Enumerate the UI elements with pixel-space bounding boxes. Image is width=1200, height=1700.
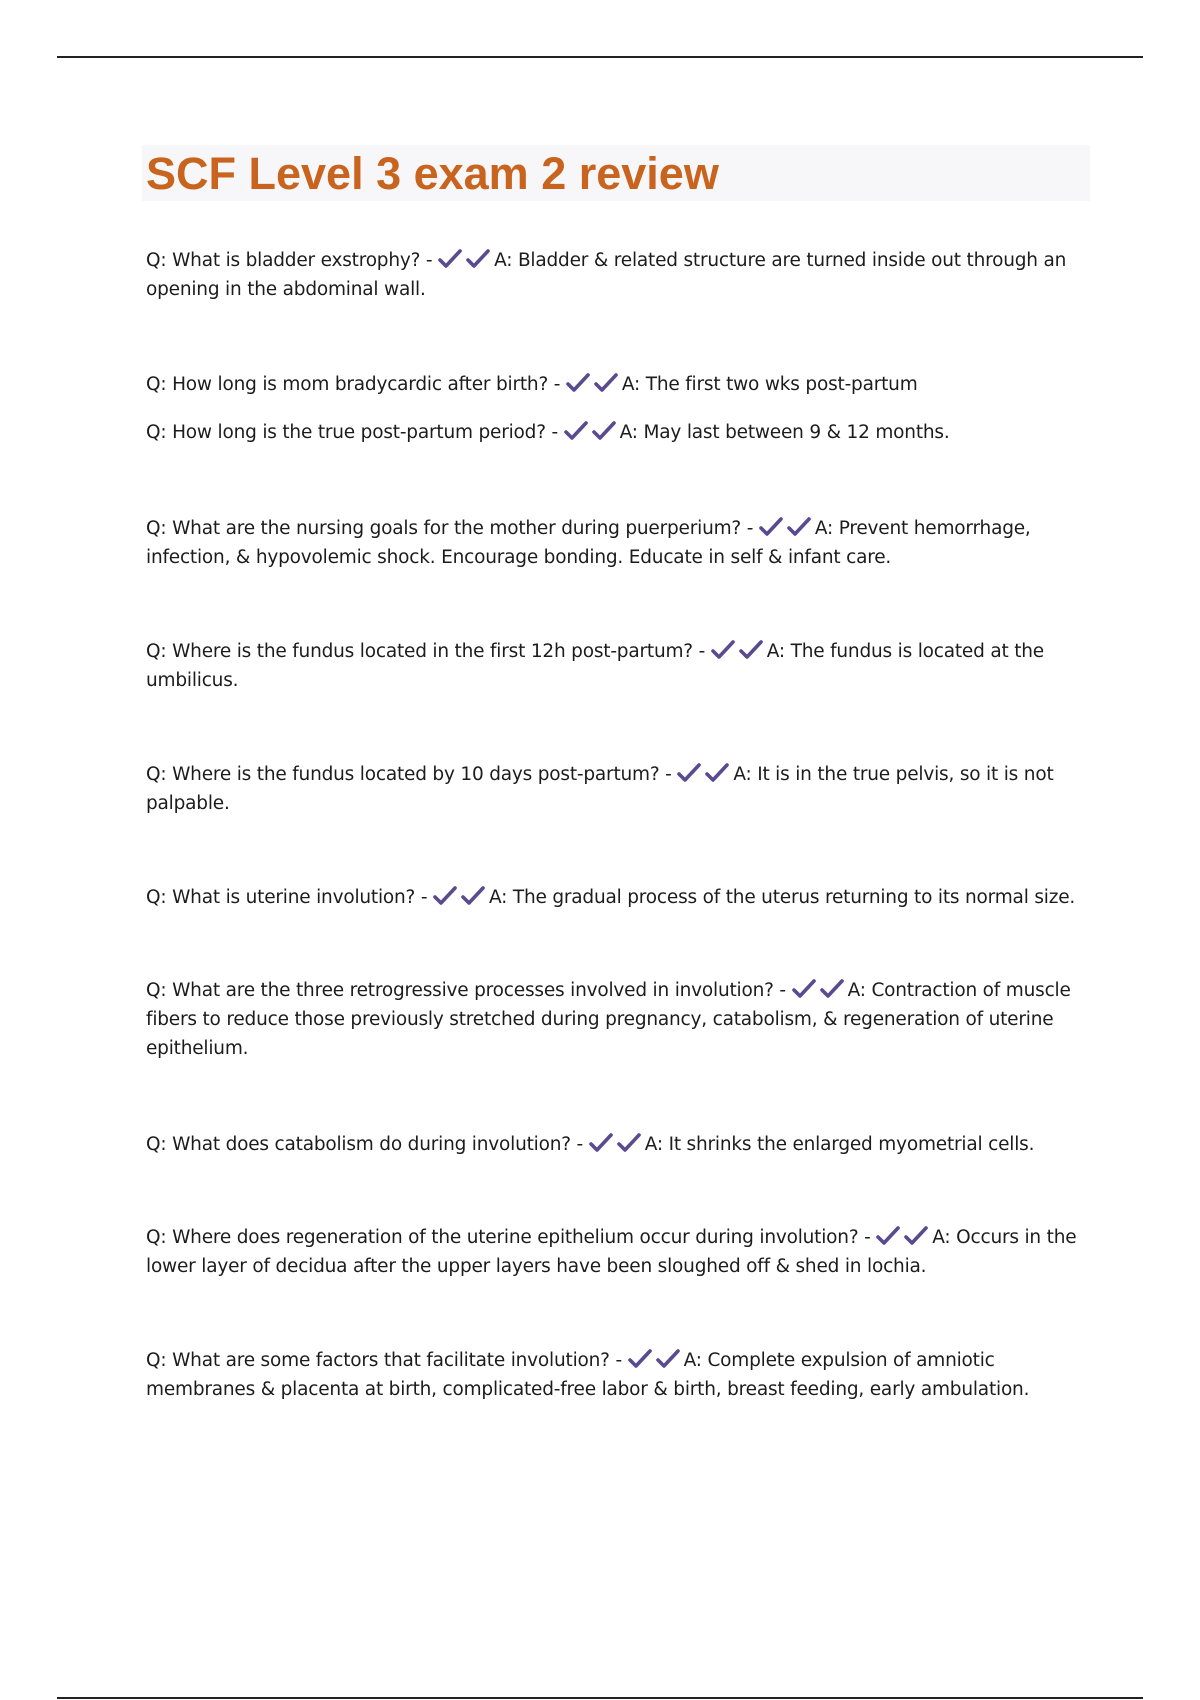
answer-text: A: Occurs in the lower layer of decidua after the upper layers have been sloughed off & shed in lochia. — [146, 1227, 1077, 1277]
question-text: Q: Where is the fundus located in the first 12h post-partum? — [146, 641, 693, 662]
check-icon — [594, 373, 618, 393]
check-icon — [433, 886, 457, 906]
separator: - — [609, 1350, 628, 1371]
separator: - — [545, 422, 564, 443]
answer-text: A: The first two wks post-partum — [621, 374, 918, 395]
question-text: Q: What is bladder exstrophy? — [146, 250, 421, 271]
separator: - — [420, 250, 439, 271]
separator: - — [570, 1134, 589, 1155]
check-icon — [787, 517, 811, 537]
answer-text: A: Complete expulsion of amniotic membranes & placenta at birth, complicated-free labor & birth, breast feeding, early ambulation. — [146, 1350, 1030, 1400]
separator: - — [858, 1227, 877, 1248]
qa-item — [146, 976, 1096, 1063]
check-icon — [904, 1226, 928, 1246]
check-icon — [705, 763, 729, 783]
check-icon — [628, 1349, 652, 1369]
answer-text: A: It shrinks the enlarged myometrial cells. — [644, 1134, 1035, 1155]
qa-item — [146, 760, 1096, 818]
qa-item — [146, 418, 1096, 447]
check-icon — [677, 763, 701, 783]
question-text: Q: How long is the true post-partum period? — [146, 422, 546, 443]
check-icon — [820, 979, 844, 999]
separator: - — [548, 374, 566, 395]
answer-text: A: It is in the true pelvis, so it is not palpable. — [146, 764, 1054, 814]
answer-text: A: Contraction of muscle fibers to reduce those previously stretched during pregnancy, catabolism, & regeneration of uterine epithelium. — [146, 980, 1071, 1059]
check-icon — [466, 249, 490, 269]
check-icon — [589, 1133, 613, 1153]
check-icon — [876, 1226, 900, 1246]
bottom-rule — [57, 1697, 1143, 1699]
question-text: Q: What is uterine involution? — [146, 887, 416, 908]
answer-text: A: May last between 9 & 12 months. — [619, 422, 950, 443]
answer-text: A: Bladder & related structure are turned inside out through an opening in the abdominal wall. — [146, 250, 1067, 300]
document-title: SCF Level 3 exam 2 review — [146, 148, 719, 199]
qa-item — [146, 246, 1096, 304]
qa-item — [146, 637, 1096, 695]
answer-text: A: The gradual process of the uterus returning to its normal size. — [489, 887, 1076, 908]
question-text: Q: What are the three retrogressive processes involved in involution? — [146, 980, 774, 1001]
check-icon — [759, 517, 783, 537]
qa-item — [146, 370, 1096, 399]
check-icon — [592, 421, 616, 441]
question-text: Q: What does catabolism do during involution? — [146, 1134, 571, 1155]
qa-item — [146, 1223, 1096, 1281]
check-icon — [461, 886, 485, 906]
check-icon — [656, 1349, 680, 1369]
check-icon — [564, 421, 588, 441]
separator: - — [773, 980, 792, 1001]
question-text: Q: What are the nursing goals for the mother during puerperium? — [146, 518, 742, 539]
question-text: Q: Where does regeneration of the uterine epithelium occur during involution? — [146, 1227, 859, 1248]
qa-item — [146, 1130, 1096, 1159]
check-icon — [711, 640, 735, 660]
qa-item — [146, 883, 1096, 912]
separator: - — [741, 518, 759, 539]
check-icon — [617, 1133, 641, 1153]
answer-text: A: The fundus is located at the umbilicus. — [146, 641, 1044, 691]
check-icon — [566, 373, 590, 393]
qa-item — [146, 1346, 1096, 1404]
check-icon — [438, 249, 462, 269]
answer-text: A: Prevent hemorrhage, infection, & hypovolemic shock. Encourage bonding. Educate in self & infant care. — [146, 518, 1031, 568]
check-icon — [739, 640, 763, 660]
question-text: Q: What are some factors that facilitate involution? — [146, 1350, 610, 1371]
separator: - — [659, 764, 678, 785]
separator: - — [415, 887, 434, 908]
check-icon — [792, 979, 816, 999]
question-text: Q: Where is the fundus located by 10 days post-partum? — [146, 764, 660, 785]
top-rule — [57, 56, 1143, 58]
separator: - — [692, 641, 711, 662]
question-text: Q: How long is mom bradycardic after birth? — [146, 374, 549, 395]
qa-item — [146, 514, 1096, 572]
